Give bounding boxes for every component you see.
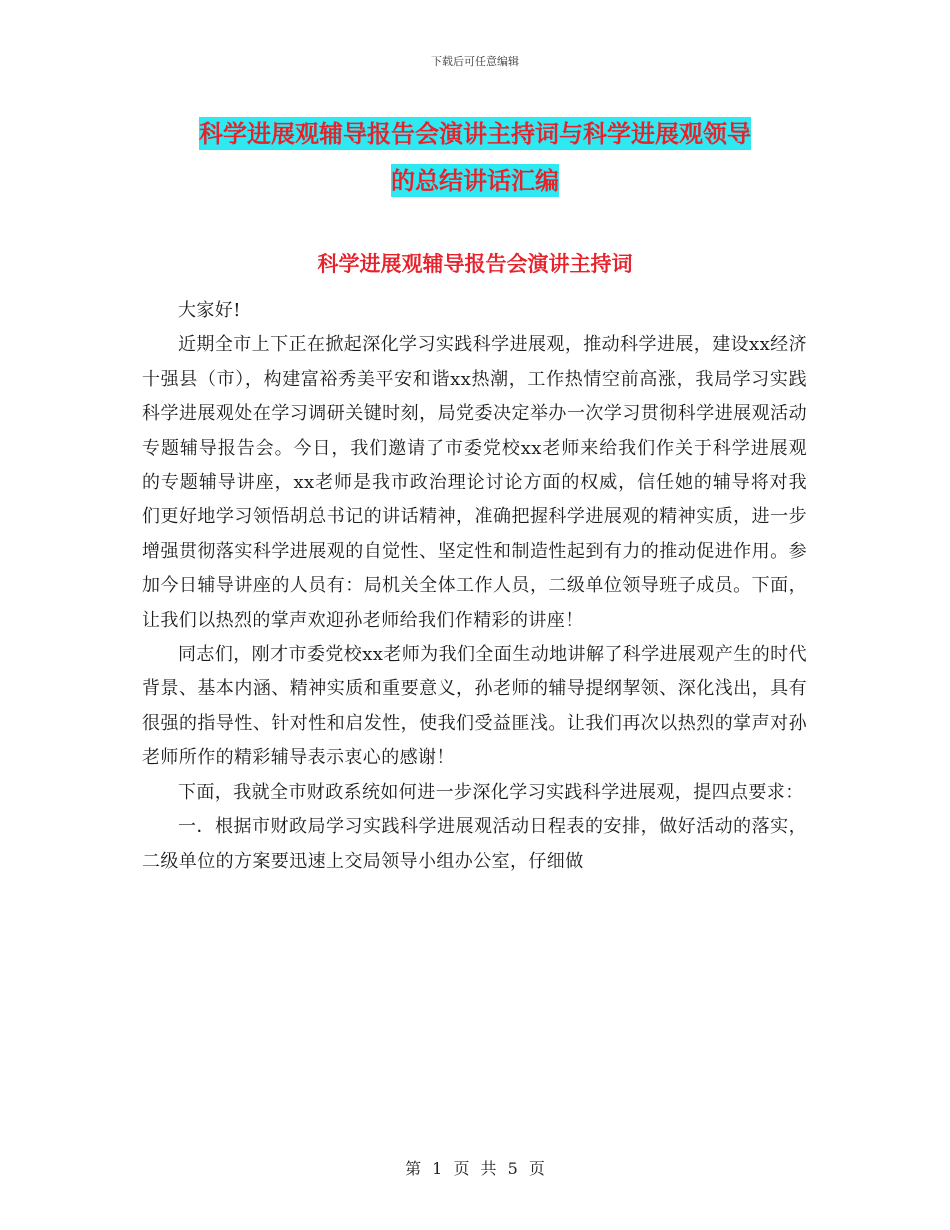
title-line-2: 的总结讲话汇编 [391, 166, 559, 195]
header-note: 下载后可任意编辑 [431, 55, 519, 68]
body-text [142, 294, 807, 879]
page-indicator: 第 1 页 共 5 页 [405, 1159, 545, 1178]
paragraph-intro: 近期全市上下正在掀起深化学习实践科学进展观，推动科学进展，建设xx经济十强县（市），构建富裕秀美平安和谐xx热潮，工作热情空前高涨，我局学习实践科学进展观处在学习调研关键时刻，局党委决定举办一次学习贯彻科学进展观活动专题辅导报告会。今日，我们邀请了市委党校xx老师来给我们作关于科学进展观的专题辅导讲座，xx老师是我市政治理论讨论方面的权威，信任她的辅导将对我们更好地学习领悟胡总书记的讲话精神，准确把握科学进展观的精神实质，进一步增强贯彻落实科学进展观的自觉性、坚定性和制造性起到有力的推动促进作用。参加今日辅导讲座的人员有：局机关全体工作人员，二级单位领导班子成员。下面，让我们以热烈的掌声欢迎孙老师给我们作精彩的讲座！ [142, 334, 807, 631]
paragraph-item-1: 一．根据市财政局学习实践科学进展观活动日程表的安排，做好活动的落实，二级单位的方案要迅速上交局领导小组办公室，仔细做 [142, 816, 807, 872]
paragraph-thanks: 同志们，刚才市委党校xx老师为我们全面生动地讲解了科学进展观产生的时代背景、基本内涵、精神实质和重要意义，孙老师的辅导提纲挈领、深化浅出，具有很强的指导性、针对性和启发性，使我们受益匪浅。让我们再次以热烈的掌声对孙老师所作的精彩辅导表示衷心的感谢！ [142, 644, 807, 769]
title-line-1: 科学进展观辅导报告会演讲主持词与科学进展观领导 [199, 119, 751, 148]
paragraph-greeting: 大家好! [178, 300, 241, 321]
paragraph-requirements: 下面，我就全市财政系统如何进一步深化学习实践科学进展观，提四点要求： [178, 781, 804, 803]
document-title [140, 110, 810, 204]
section-title: 科学进展观辅导报告会演讲主持词 [317, 251, 633, 276]
